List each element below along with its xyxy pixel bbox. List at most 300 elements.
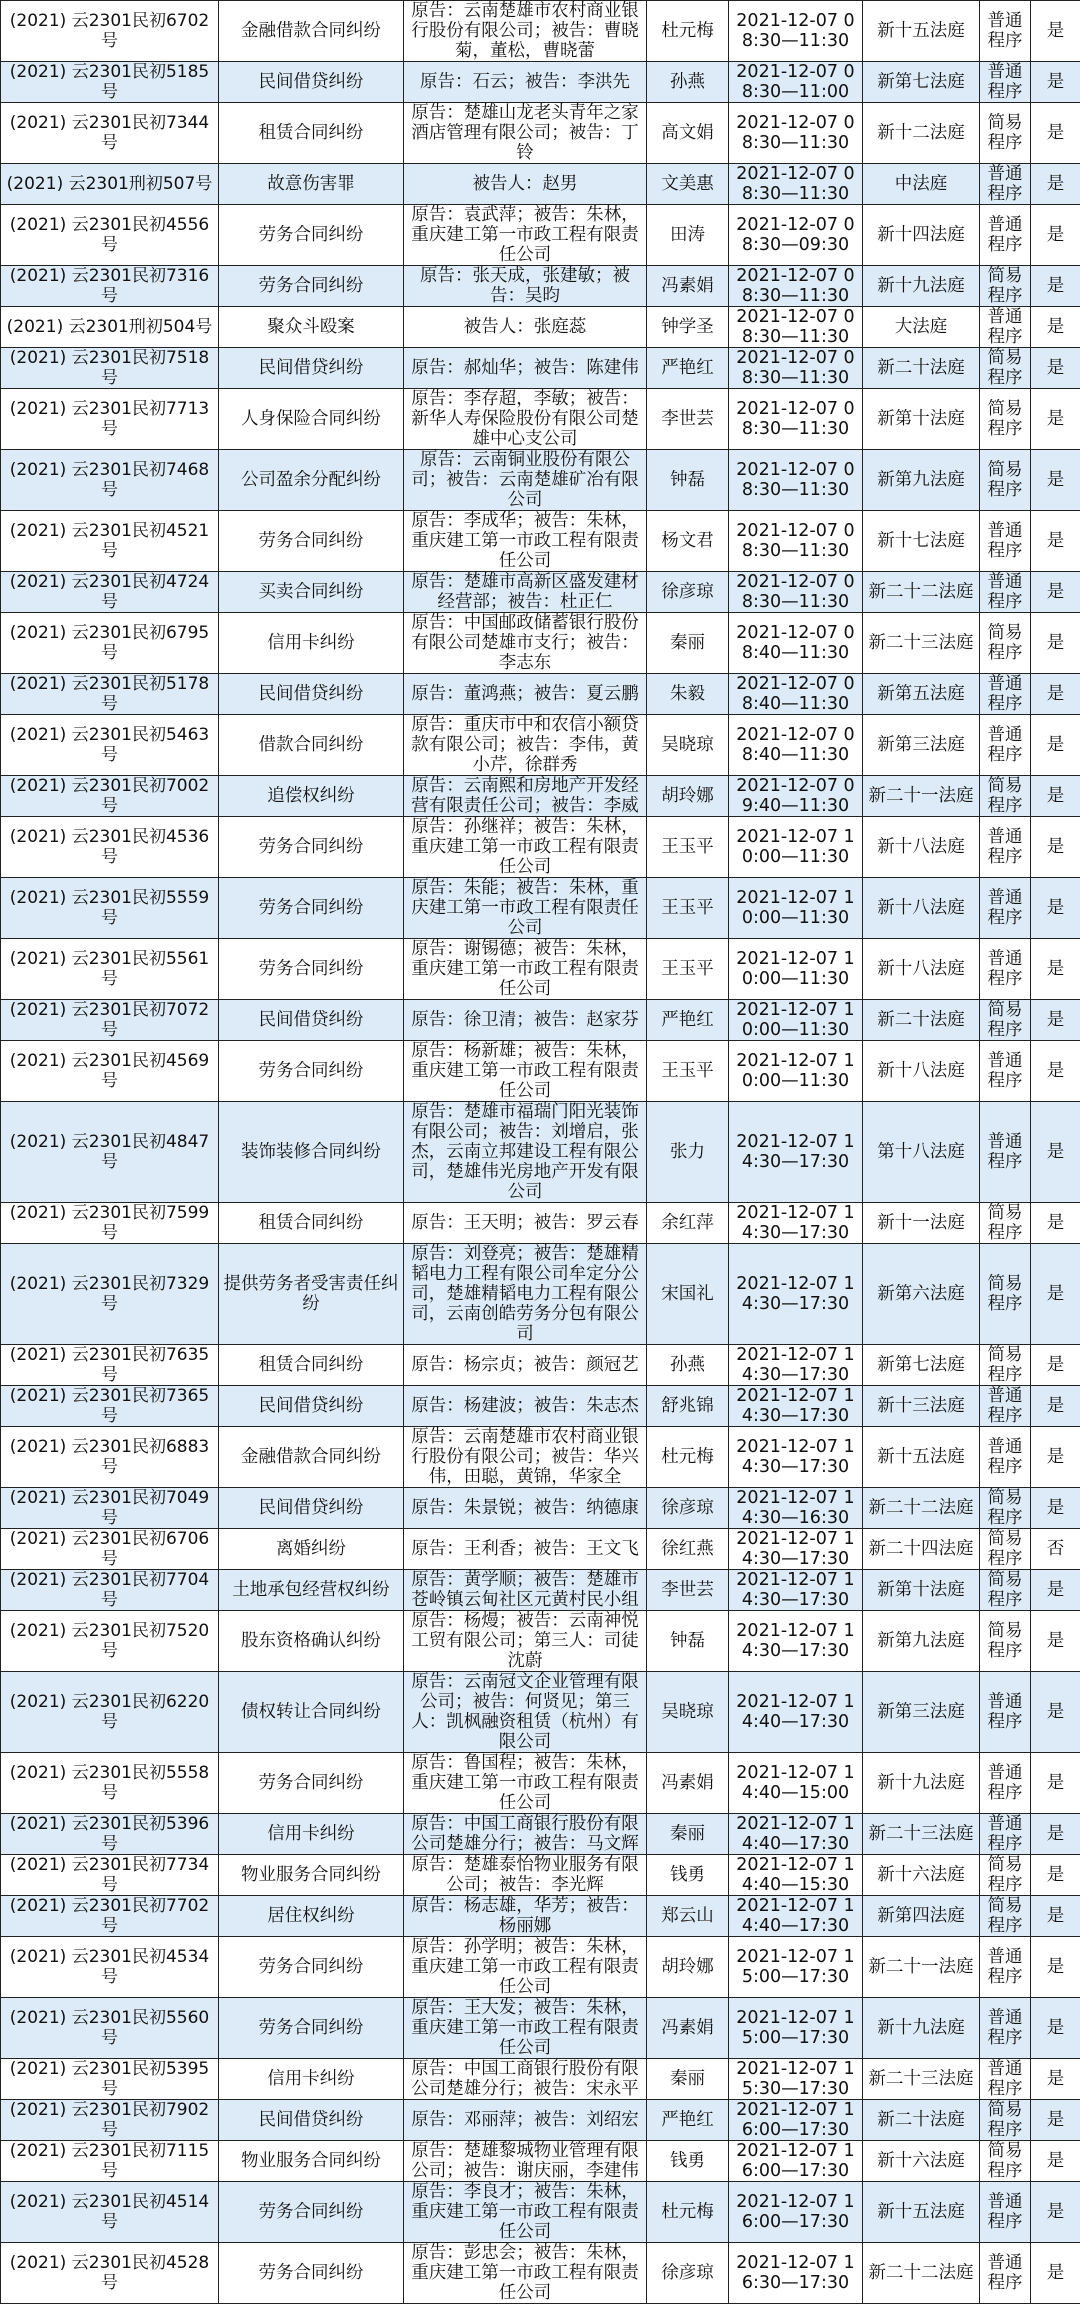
- judge-cell: 杜元梅: [647, 1, 729, 62]
- case-number-cell: (2021) 云2301刑初507号: [1, 164, 219, 205]
- judge-cell: 孙燕: [647, 62, 729, 103]
- judge-cell: 王玉平: [647, 817, 729, 878]
- case-cause-cell: 民间借贷纠纷: [219, 674, 404, 715]
- judge-cell: 郑云山: [647, 1896, 729, 1937]
- parties-cell: 原告：孙继祥；被告：朱林，重庆建工第一市政工程有限责任公司: [404, 817, 647, 878]
- public-hearing-cell: 是: [1031, 1488, 1080, 1529]
- public-hearing-cell: 是: [1031, 572, 1080, 613]
- case-cause-cell: 租赁合同纠纷: [219, 1203, 404, 1244]
- procedure-cell: 普通程序: [980, 2243, 1031, 2304]
- procedure-cell: 普通程序: [980, 572, 1031, 613]
- procedure-cell: 简易程序: [980, 1570, 1031, 1611]
- procedure-cell: 简易程序: [980, 1529, 1031, 1570]
- courtroom-cell: 新第三法庭: [863, 1672, 980, 1753]
- case-cause-cell: 劳务合同纠纷: [219, 2182, 404, 2243]
- case-cause-cell: 金融借款合同纠纷: [219, 1, 404, 62]
- procedure-cell: 简易程序: [980, 266, 1031, 307]
- judge-cell: 杜元梅: [647, 2182, 729, 2243]
- case-cause-cell: 追偿权纠纷: [219, 776, 404, 817]
- table-row: [1, 1, 1080, 62]
- parties-cell: 原告：石云；被告：李洪先: [404, 62, 647, 103]
- parties-cell: 原告：彭忠会；被告：朱林，重庆建工第一市政工程有限责任公司: [404, 2243, 647, 2304]
- parties-cell: 原告：徐卫清；被告：赵家芬: [404, 1000, 647, 1041]
- public-hearing-cell: 是: [1031, 1, 1080, 62]
- table-row: [1, 1998, 1080, 2059]
- table-row: [1, 2100, 1080, 2141]
- judge-cell: 冯素娟: [647, 1998, 729, 2059]
- case-cause-cell: 借款合同纠纷: [219, 715, 404, 776]
- parties-cell: 原告：黄学顺；被告：楚雄市苍岭镇云甸社区元黄村民小组: [404, 1570, 647, 1611]
- judge-cell: 秦丽: [647, 613, 729, 674]
- courtroom-cell: 新十八法庭: [863, 878, 980, 939]
- case-number-cell: (2021) 云2301民初5561号: [1, 939, 219, 1000]
- public-hearing-cell: 是: [1031, 1672, 1080, 1753]
- case-cause-cell: 土地承包经营权纠纷: [219, 1570, 404, 1611]
- hearing-time-cell: 2021-12-07 15:00—17:30: [729, 1998, 863, 2059]
- public-hearing-cell: 是: [1031, 1896, 1080, 1937]
- judge-cell: 严艳红: [647, 348, 729, 389]
- case-number-cell: (2021) 云2301民初6706号: [1, 1529, 219, 1570]
- parties-cell: 原告：王天明；被告：罗云春: [404, 1203, 647, 1244]
- public-hearing-cell: 是: [1031, 511, 1080, 572]
- case-cause-cell: 民间借贷纠纷: [219, 1488, 404, 1529]
- courtroom-cell: 新二十三法庭: [863, 2059, 980, 2100]
- parties-cell: 原告：杨新雄；被告：朱林，重庆建工第一市政工程有限责任公司: [404, 1041, 647, 1102]
- procedure-cell: 普通程序: [980, 1, 1031, 62]
- hearing-time-cell: 2021-12-07 10:00—11:30: [729, 878, 863, 939]
- case-number-cell: (2021) 云2301民初6795号: [1, 613, 219, 674]
- procedure-cell: 普通程序: [980, 164, 1031, 205]
- table-row: [1, 1427, 1080, 1488]
- case-cause-cell: 劳务合同纠纷: [219, 1753, 404, 1814]
- case-cause-cell: 物业服务合同纠纷: [219, 1855, 404, 1896]
- courtroom-cell: 中法庭: [863, 164, 980, 205]
- case-cause-cell: 信用卡纠纷: [219, 2059, 404, 2100]
- case-number-cell: (2021) 云2301民初7520号: [1, 1611, 219, 1672]
- judge-cell: 钱勇: [647, 2141, 729, 2182]
- procedure-cell: 简易程序: [980, 1488, 1031, 1529]
- public-hearing-cell: 是: [1031, 613, 1080, 674]
- courtroom-cell: 新二十二法庭: [863, 1488, 980, 1529]
- hearing-time-cell: 2021-12-07 14:30—17:30: [729, 1611, 863, 1672]
- case-cause-cell: 买卖合同纠纷: [219, 572, 404, 613]
- hearing-time-cell: 2021-12-07 14:40—17:30: [729, 1814, 863, 1855]
- hearing-time-cell: 2021-12-07 14:40—15:30: [729, 1855, 863, 1896]
- table-row: [1, 2059, 1080, 2100]
- hearing-time-cell: 2021-12-07 10:00—11:30: [729, 1041, 863, 1102]
- hearing-time-cell: 2021-12-07 14:40—17:30: [729, 1672, 863, 1753]
- parties-cell: 原告：楚雄山龙老头青年之家酒店管理有限公司；被告：丁铃: [404, 103, 647, 164]
- case-number-cell: (2021) 云2301民初7365号: [1, 1386, 219, 1427]
- public-hearing-cell: 是: [1031, 1937, 1080, 1998]
- case-cause-cell: 民间借贷纠纷: [219, 1000, 404, 1041]
- procedure-cell: 普通程序: [980, 817, 1031, 878]
- public-hearing-cell: 否: [1031, 1529, 1080, 1570]
- table-row: [1, 1814, 1080, 1855]
- courtroom-cell: 新十二法庭: [863, 103, 980, 164]
- table-row: [1, 1529, 1080, 1570]
- judge-cell: 徐彦琼: [647, 2243, 729, 2304]
- hearing-time-cell: 2021-12-07 08:30—11:30: [729, 450, 863, 511]
- judge-cell: 孙燕: [647, 1345, 729, 1386]
- courtroom-cell: 新二十一法庭: [863, 1937, 980, 1998]
- procedure-cell: 普通程序: [980, 1672, 1031, 1753]
- public-hearing-cell: 是: [1031, 715, 1080, 776]
- parties-cell: 原告：云南楚雄市农村商业银行股份有限公司；被告：曹晓菊，董松，曹晓蕾: [404, 1, 647, 62]
- procedure-cell: 简易程序: [980, 1244, 1031, 1345]
- hearing-time-cell: 2021-12-07 08:30—11:30: [729, 511, 863, 572]
- courtroom-cell: 新第七法庭: [863, 62, 980, 103]
- parties-cell: 原告：杨建波；被告：朱志杰: [404, 1386, 647, 1427]
- courtroom-cell: 新第五法庭: [863, 674, 980, 715]
- case-cause-cell: 聚众斗殴案: [219, 307, 404, 348]
- case-number-cell: (2021) 云2301民初5185号: [1, 62, 219, 103]
- judge-cell: 钟磊: [647, 1611, 729, 1672]
- hearing-time-cell: 2021-12-07 16:30—17:30: [729, 2243, 863, 2304]
- public-hearing-cell: 是: [1031, 1345, 1080, 1386]
- table-row: [1, 1345, 1080, 1386]
- procedure-cell: 普通程序: [980, 1041, 1031, 1102]
- procedure-cell: 简易程序: [980, 1345, 1031, 1386]
- table-row: [1, 776, 1080, 817]
- case-number-cell: (2021) 云2301民初7599号: [1, 1203, 219, 1244]
- parties-cell: 原告：王利香；被告：王文飞: [404, 1529, 647, 1570]
- procedure-cell: 简易程序: [980, 1000, 1031, 1041]
- hearing-time-cell: 2021-12-07 14:30—17:30: [729, 1427, 863, 1488]
- procedure-cell: 简易程序: [980, 1203, 1031, 1244]
- courtroom-cell: 新十一法庭: [863, 1203, 980, 1244]
- table-row: [1, 205, 1080, 266]
- judge-cell: 严艳红: [647, 1000, 729, 1041]
- judge-cell: 冯素娟: [647, 266, 729, 307]
- case-cause-cell: 居住权纠纷: [219, 1896, 404, 1937]
- judge-cell: 王玉平: [647, 939, 729, 1000]
- table-row: [1, 348, 1080, 389]
- courtroom-cell: 新二十四法庭: [863, 1529, 980, 1570]
- parties-cell: 原告：中国邮政储蓄银行股份有限公司楚雄市支行；被告：李志东: [404, 613, 647, 674]
- procedure-cell: 普通程序: [980, 715, 1031, 776]
- table-row: [1, 450, 1080, 511]
- courtroom-cell: 新十九法庭: [863, 1753, 980, 1814]
- procedure-cell: 普通程序: [980, 2059, 1031, 2100]
- hearing-time-cell: 2021-12-07 14:30—17:30: [729, 1244, 863, 1345]
- case-number-cell: (2021) 云2301民初5559号: [1, 878, 219, 939]
- public-hearing-cell: 是: [1031, 939, 1080, 1000]
- procedure-cell: 普通程序: [980, 878, 1031, 939]
- judge-cell: 杜元梅: [647, 1427, 729, 1488]
- case-cause-cell: 劳务合同纠纷: [219, 878, 404, 939]
- parties-cell: 原告：李良才；被告：朱林，重庆建工第一市政工程有限责任公司: [404, 2182, 647, 2243]
- judge-cell: 吴晓琼: [647, 1672, 729, 1753]
- hearing-time-cell: 2021-12-07 08:30—11:30: [729, 307, 863, 348]
- case-cause-cell: 公司盈余分配纠纷: [219, 450, 404, 511]
- courtroom-cell: 新第六法庭: [863, 1244, 980, 1345]
- procedure-cell: 普通程序: [980, 307, 1031, 348]
- public-hearing-cell: 是: [1031, 1855, 1080, 1896]
- judge-cell: 严艳红: [647, 2100, 729, 2141]
- hearing-time-cell: 2021-12-07 14:30—17:30: [729, 1386, 863, 1427]
- public-hearing-cell: 是: [1031, 1386, 1080, 1427]
- public-hearing-cell: 是: [1031, 1570, 1080, 1611]
- judge-cell: 高文娟: [647, 103, 729, 164]
- judge-cell: 王玉平: [647, 1041, 729, 1102]
- case-number-cell: (2021) 云2301民初4528号: [1, 2243, 219, 2304]
- courtroom-cell: 新十五法庭: [863, 1, 980, 62]
- procedure-cell: 简易程序: [980, 2100, 1031, 2141]
- case-cause-cell: 民间借贷纠纷: [219, 1386, 404, 1427]
- courtroom-cell: 新二十三法庭: [863, 1814, 980, 1855]
- case-cause-cell: 故意伤害罪: [219, 164, 404, 205]
- courtroom-cell: 新第十法庭: [863, 389, 980, 450]
- case-cause-cell: 提供劳务者受害责任纠纷: [219, 1244, 404, 1345]
- procedure-cell: 简易程序: [980, 389, 1031, 450]
- parties-cell: 原告：中国工商银行股份有限公司楚雄分行；被告：宋永平: [404, 2059, 647, 2100]
- table-row: [1, 2182, 1080, 2243]
- hearing-time-cell: 2021-12-07 08:40—11:30: [729, 613, 863, 674]
- public-hearing-cell: 是: [1031, 1000, 1080, 1041]
- parties-cell: 原告：邓丽萍；被告：刘绍宏: [404, 2100, 647, 2141]
- courtroom-cell: 新第十法庭: [863, 1570, 980, 1611]
- case-number-cell: (2021) 云2301民初7316号: [1, 266, 219, 307]
- case-number-cell: (2021) 云2301民初4724号: [1, 572, 219, 613]
- case-number-cell: (2021) 云2301民初4569号: [1, 1041, 219, 1102]
- table-row: [1, 674, 1080, 715]
- case-number-cell: (2021) 云2301民初7902号: [1, 2100, 219, 2141]
- case-cause-cell: 劳务合同纠纷: [219, 1998, 404, 2059]
- courtroom-cell: 新第三法庭: [863, 715, 980, 776]
- courtroom-cell: 新十六法庭: [863, 2141, 980, 2182]
- hearing-time-cell: 2021-12-07 14:30—17:30: [729, 1203, 863, 1244]
- judge-cell: 冯素娟: [647, 1753, 729, 1814]
- table-row: [1, 266, 1080, 307]
- hearing-time-cell: 2021-12-07 08:30—11:30: [729, 1, 863, 62]
- case-number-cell: (2021) 云2301民初7704号: [1, 1570, 219, 1611]
- hearing-time-cell: 2021-12-07 09:40—11:30: [729, 776, 863, 817]
- parties-cell: 原告：朱景锐；被告：纳德康: [404, 1488, 647, 1529]
- table-row: [1, 1611, 1080, 1672]
- judge-cell: 杨文君: [647, 511, 729, 572]
- parties-cell: 被告人：赵男: [404, 164, 647, 205]
- table-row: [1, 1672, 1080, 1753]
- courtroom-cell: 新二十三法庭: [863, 613, 980, 674]
- courtroom-cell: 新十八法庭: [863, 817, 980, 878]
- courtroom-cell: 新十九法庭: [863, 266, 980, 307]
- table-row: [1, 1753, 1080, 1814]
- parties-cell: 原告：楚雄黎城物业管理有限公司；被告：谢庆丽，李建伟: [404, 2141, 647, 2182]
- case-number-cell: (2021) 云2301民初4514号: [1, 2182, 219, 2243]
- parties-cell: 原告：董鸿燕；被告：夏云鹏: [404, 674, 647, 715]
- courtroom-cell: 新第七法庭: [863, 1345, 980, 1386]
- parties-cell: 原告：楚雄泰怡物业服务有限公司；被告：李光辉: [404, 1855, 647, 1896]
- case-number-cell: (2021) 云2301民初6702号: [1, 1, 219, 62]
- courtroom-cell: 新二十一法庭: [863, 776, 980, 817]
- hearing-time-cell: 2021-12-07 16:00—17:30: [729, 2100, 863, 2141]
- case-cause-cell: 民间借贷纠纷: [219, 348, 404, 389]
- parties-cell: 原告：楚雄市福瑞门阳光装饰有限公司；被告：刘增启，张杰，云南立邦建设工程有限公司，楚雄伟光房地产开发有限公司: [404, 1102, 647, 1203]
- hearing-time-cell: 2021-12-07 08:40—11:30: [729, 715, 863, 776]
- case-cause-cell: 民间借贷纠纷: [219, 62, 404, 103]
- procedure-cell: 普通程序: [980, 2182, 1031, 2243]
- case-number-cell: (2021) 云2301民初5560号: [1, 1998, 219, 2059]
- case-number-cell: (2021) 云2301民初7734号: [1, 1855, 219, 1896]
- courtroom-cell: 新十六法庭: [863, 1855, 980, 1896]
- procedure-cell: 普通程序: [980, 674, 1031, 715]
- case-cause-cell: 劳务合同纠纷: [219, 817, 404, 878]
- procedure-cell: 普通程序: [980, 1102, 1031, 1203]
- judge-cell: 徐红燕: [647, 1529, 729, 1570]
- courtroom-cell: 大法庭: [863, 307, 980, 348]
- parties-cell: 原告：王大发；被告：朱林，重庆建工第一市政工程有限责任公司: [404, 1998, 647, 2059]
- procedure-cell: 普通程序: [980, 1753, 1031, 1814]
- public-hearing-cell: 是: [1031, 307, 1080, 348]
- hearing-time-cell: 2021-12-07 10:00—11:30: [729, 817, 863, 878]
- hearing-time-cell: 2021-12-07 08:30—11:30: [729, 572, 863, 613]
- public-hearing-cell: 是: [1031, 2059, 1080, 2100]
- case-cause-cell: 劳务合同纠纷: [219, 1041, 404, 1102]
- case-cause-cell: 劳务合同纠纷: [219, 939, 404, 1000]
- parties-cell: 原告：重庆市中和农信小额贷款有限公司；被告：李伟，黄小芹，徐群秀: [404, 715, 647, 776]
- table-row: [1, 62, 1080, 103]
- public-hearing-cell: 是: [1031, 164, 1080, 205]
- table-row: [1, 613, 1080, 674]
- procedure-cell: 简易程序: [980, 613, 1031, 674]
- procedure-cell: 简易程序: [980, 348, 1031, 389]
- judge-cell: 胡玲娜: [647, 1937, 729, 1998]
- table-row: [1, 164, 1080, 205]
- table-row: [1, 389, 1080, 450]
- hearing-time-cell: 2021-12-07 08:30—11:30: [729, 389, 863, 450]
- judge-cell: 余红萍: [647, 1203, 729, 1244]
- parties-cell: 被告人：张庭蕊: [404, 307, 647, 348]
- case-number-cell: (2021) 云2301民初7329号: [1, 1244, 219, 1345]
- hearing-time-cell: 2021-12-07 08:40—11:30: [729, 674, 863, 715]
- hearing-time-cell: 2021-12-07 14:30—17:30: [729, 1529, 863, 1570]
- procedure-cell: 简易程序: [980, 776, 1031, 817]
- procedure-cell: 普通程序: [980, 1427, 1031, 1488]
- judge-cell: 钟学圣: [647, 307, 729, 348]
- procedure-cell: 普通程序: [980, 511, 1031, 572]
- public-hearing-cell: 是: [1031, 2141, 1080, 2182]
- courtroom-cell: 新十五法庭: [863, 2182, 980, 2243]
- hearing-time-cell: 2021-12-07 15:00—17:30: [729, 1937, 863, 1998]
- case-number-cell: (2021) 云2301民初6883号: [1, 1427, 219, 1488]
- case-cause-cell: 信用卡纠纷: [219, 1814, 404, 1855]
- table-row: [1, 939, 1080, 1000]
- table-row: [1, 1855, 1080, 1896]
- judge-cell: 徐彦琼: [647, 1488, 729, 1529]
- public-hearing-cell: 是: [1031, 1102, 1080, 1203]
- hearing-time-cell: 2021-12-07 08:30—09:30: [729, 205, 863, 266]
- courtroom-cell: 新二十法庭: [863, 1000, 980, 1041]
- public-hearing-cell: 是: [1031, 1753, 1080, 1814]
- hearing-time-cell: 2021-12-07 14:40—17:30: [729, 1896, 863, 1937]
- public-hearing-cell: 是: [1031, 878, 1080, 939]
- parties-cell: 原告：杨志雄，华芳；被告：杨丽娜: [404, 1896, 647, 1937]
- schedule-body: [1, 1, 1080, 2304]
- judge-cell: 宋国礼: [647, 1244, 729, 1345]
- case-cause-cell: 劳务合同纠纷: [219, 511, 404, 572]
- case-cause-cell: 物业服务合同纠纷: [219, 2141, 404, 2182]
- procedure-cell: 简易程序: [980, 450, 1031, 511]
- hearing-time-cell: 2021-12-07 10:00—11:30: [729, 1000, 863, 1041]
- table-row: [1, 878, 1080, 939]
- case-cause-cell: 离婚纠纷: [219, 1529, 404, 1570]
- hearing-time-cell: 2021-12-07 14:30—16:30: [729, 1488, 863, 1529]
- hearing-time-cell: 2021-12-07 14:40—15:00: [729, 1753, 863, 1814]
- hearing-time-cell: 2021-12-07 08:30—11:30: [729, 103, 863, 164]
- table-row: [1, 1203, 1080, 1244]
- judge-cell: 舒兆锦: [647, 1386, 729, 1427]
- hearing-time-cell: 2021-12-07 16:00—17:30: [729, 2182, 863, 2243]
- parties-cell: 原告：杨宗贞；被告：颜冠艺: [404, 1345, 647, 1386]
- public-hearing-cell: 是: [1031, 266, 1080, 307]
- table-row: [1, 307, 1080, 348]
- case-number-cell: (2021) 云2301民初7049号: [1, 1488, 219, 1529]
- judge-cell: 胡玲娜: [647, 776, 729, 817]
- judge-cell: 钟磊: [647, 450, 729, 511]
- table-row: [1, 1937, 1080, 1998]
- case-cause-cell: 装饰装修合同纠纷: [219, 1102, 404, 1203]
- courtroom-cell: 新第四法庭: [863, 1896, 980, 1937]
- public-hearing-cell: 是: [1031, 389, 1080, 450]
- parties-cell: 原告：袁武萍；被告：朱林，重庆建工第一市政工程有限责任公司: [404, 205, 647, 266]
- table-row: [1, 103, 1080, 164]
- case-cause-cell: 租赁合同纠纷: [219, 1345, 404, 1386]
- public-hearing-cell: 是: [1031, 674, 1080, 715]
- courtroom-cell: 新第九法庭: [863, 1611, 980, 1672]
- case-number-cell: (2021) 云2301民初4847号: [1, 1102, 219, 1203]
- courtroom-cell: 新二十法庭: [863, 2100, 980, 2141]
- courtroom-cell: 新二十二法庭: [863, 572, 980, 613]
- parties-cell: 原告：中国工商银行股份有限公司楚雄分行；被告：马文辉: [404, 1814, 647, 1855]
- hearing-time-cell: 2021-12-07 16:00—17:30: [729, 2141, 863, 2182]
- judge-cell: 王玉平: [647, 878, 729, 939]
- courtroom-cell: 新二十二法庭: [863, 2243, 980, 2304]
- case-number-cell: (2021) 云2301民初7072号: [1, 1000, 219, 1041]
- case-number-cell: (2021) 云2301民初5396号: [1, 1814, 219, 1855]
- table-row: [1, 1244, 1080, 1345]
- procedure-cell: 普通程序: [980, 205, 1031, 266]
- public-hearing-cell: 是: [1031, 1203, 1080, 1244]
- hearing-time-cell: 2021-12-07 08:30—11:30: [729, 164, 863, 205]
- public-hearing-cell: 是: [1031, 450, 1080, 511]
- courtroom-cell: 新十九法庭: [863, 1998, 980, 2059]
- table-row: [1, 1041, 1080, 1102]
- judge-cell: 张力: [647, 1102, 729, 1203]
- judge-cell: 秦丽: [647, 1814, 729, 1855]
- judge-cell: 朱毅: [647, 674, 729, 715]
- parties-cell: 原告：刘登亮；被告：楚雄精韬电力工程有限公司牟定分公司，楚雄精韬电力工程有限公司，云南创皓劳务分包有限公司: [404, 1244, 647, 1345]
- procedure-cell: 简易程序: [980, 1611, 1031, 1672]
- courtroom-cell: 新十五法庭: [863, 1427, 980, 1488]
- case-cause-cell: 金融借款合同纠纷: [219, 1427, 404, 1488]
- judge-cell: 李世芸: [647, 389, 729, 450]
- case-number-cell: (2021) 云2301民初7344号: [1, 103, 219, 164]
- table-row: [1, 1570, 1080, 1611]
- public-hearing-cell: 是: [1031, 62, 1080, 103]
- procedure-cell: 简易程序: [980, 1855, 1031, 1896]
- case-number-cell: (2021) 云2301刑初504号: [1, 307, 219, 348]
- hearing-time-cell: 2021-12-07 10:00—11:30: [729, 939, 863, 1000]
- public-hearing-cell: 是: [1031, 1611, 1080, 1672]
- case-cause-cell: 劳务合同纠纷: [219, 1937, 404, 1998]
- parties-cell: 原告：云南楚雄市农村商业银行股份有限公司；被告：华兴伟，田聪，黄锦，华家全: [404, 1427, 647, 1488]
- procedure-cell: 简易程序: [980, 1896, 1031, 1937]
- table-row: [1, 715, 1080, 776]
- parties-cell: 原告：李成华；被告：朱林，重庆建工第一市政工程有限责任公司: [404, 511, 647, 572]
- case-number-cell: (2021) 云2301民初5178号: [1, 674, 219, 715]
- courtroom-cell: 新二十法庭: [863, 348, 980, 389]
